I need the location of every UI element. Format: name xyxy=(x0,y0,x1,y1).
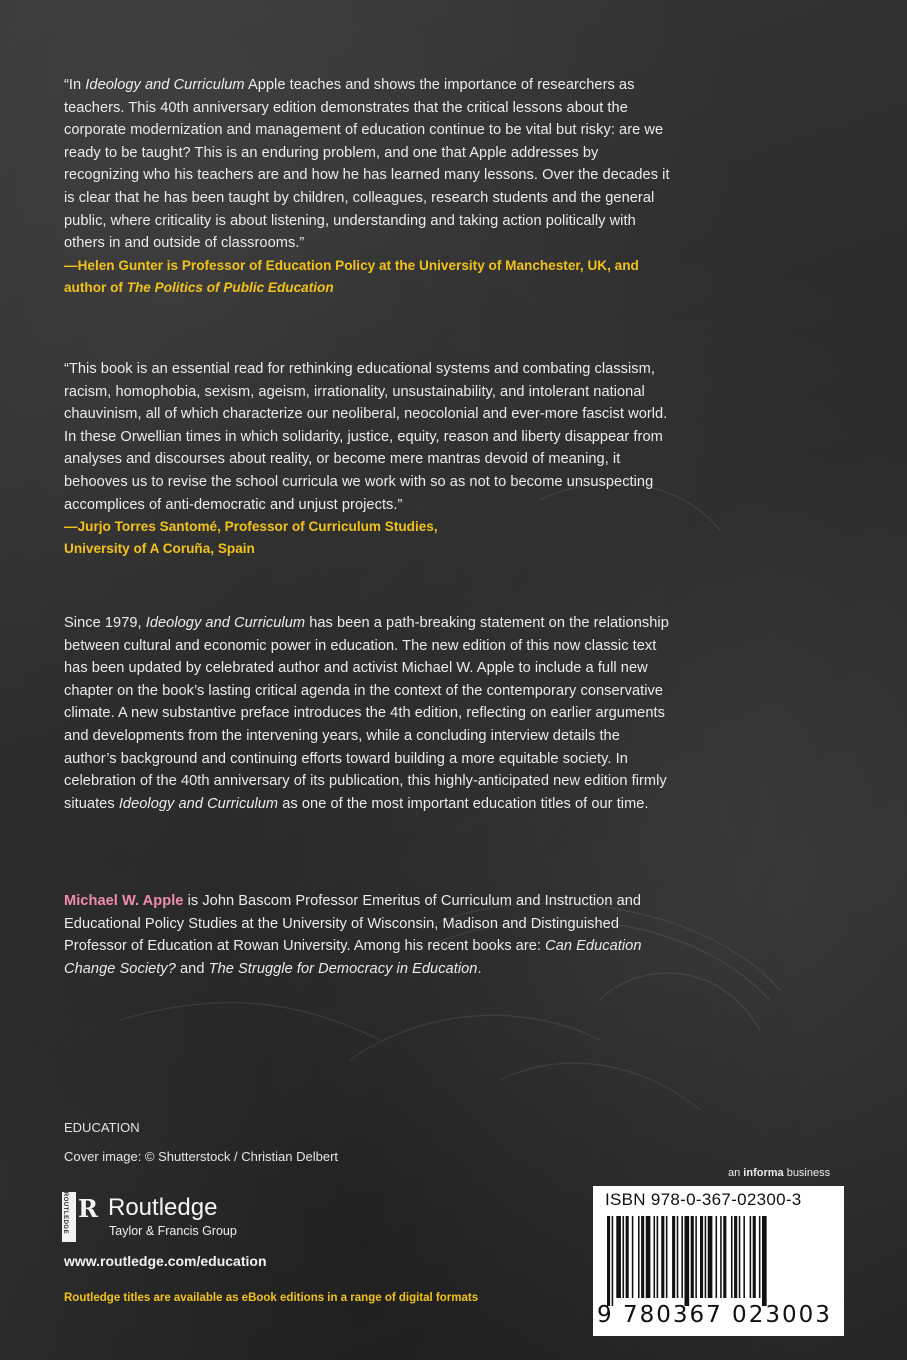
barcode-bar xyxy=(657,1216,659,1298)
quote-helen-gunter xyxy=(64,74,670,299)
publisher-group: Taylor & Francis Group xyxy=(109,1224,237,1238)
barcode-bar xyxy=(654,1216,656,1298)
routledge-logo-mark xyxy=(62,1192,76,1242)
publisher-url[interactable]: www.routledge.com/education xyxy=(64,1253,267,1269)
barcode-bar xyxy=(616,1216,621,1298)
quote-1-text xyxy=(64,74,670,255)
barcode-bar xyxy=(716,1216,718,1298)
barcode-bar xyxy=(672,1216,675,1298)
barcode-bar xyxy=(666,1216,668,1298)
cover-image-credit: Cover image: © Shutterstock / Christian Delbert xyxy=(64,1149,339,1164)
barcode-bar xyxy=(700,1216,703,1298)
informa-bold: informa xyxy=(743,1167,784,1179)
barcode-bar xyxy=(607,1216,610,1306)
barcode-bar xyxy=(705,1216,707,1298)
quote-1-attr-text: —Helen Gunter is Professor of Education Policy at the University of Manchester, UK, and author of xyxy=(64,257,639,295)
author-bio xyxy=(64,890,670,980)
informa-tagline xyxy=(728,1167,830,1179)
barcode-bar xyxy=(626,1216,629,1298)
description-title-2: Ideology and Curriculum xyxy=(118,795,279,812)
barcode-bar xyxy=(612,1216,614,1306)
quote-2-attribution-line-2: University of A Coruña, Spain xyxy=(64,541,255,557)
barcode-bar xyxy=(685,1216,690,1306)
barcode-bar xyxy=(695,1216,697,1298)
logo-vertical-text: ROUTLEDGE xyxy=(62,1191,69,1235)
barcode-bar xyxy=(641,1216,644,1298)
barcode-digits: 9 780367 023003 xyxy=(597,1302,832,1328)
barcode-bar xyxy=(753,1216,756,1298)
barcode-bar xyxy=(691,1216,694,1298)
barcode-bar xyxy=(623,1216,625,1298)
barcode-bar xyxy=(677,1216,679,1298)
informa-pre: an xyxy=(728,1167,744,1179)
barcode-bar xyxy=(632,1216,634,1298)
isbn-label: ISBN 978-0-367-02300-3 xyxy=(605,1190,802,1209)
quote-2-text: “This book is an essential read for rethinking educational systems and combating classism, racism, homophobia, sexism, ageism, irrationality, unsustainability, and intolerant national chauvinism, all of which characterize our neoliberal, neocolonial and ever-more fascist world. In these Orwellian times in which solidarity, justice, equity, reason and liberty disappear from analyses and discourses about reality, or become mere mantras devoid of meaning, it behooves us to revise the school curricula we work with so as not to become unsuspecting accomplices of anti-democratic and unjust projects.” xyxy=(64,361,668,513)
author-bio-text xyxy=(64,890,670,980)
author-book-1: Can Education Change Society? xyxy=(64,938,642,977)
barcode-bar xyxy=(750,1216,752,1298)
book-description xyxy=(64,612,670,815)
quote-1-attr-book: The Politics of Public Education xyxy=(126,279,334,295)
publisher-name: Routledge xyxy=(108,1194,218,1221)
ebook-note: Routledge titles are available as eBook editions in a range of digital formats xyxy=(64,1292,479,1304)
barcode-bar xyxy=(759,1216,761,1298)
quote-2-attribution-line-1: —Jurjo Torres Santomé, Professor of Curriculum Studies, xyxy=(64,519,438,535)
author-bio-and: and xyxy=(175,960,209,977)
author-bio-body: is John Bascom Professor Emeritus of Curriculum and Instruction and Educational Policy Studies at the University of Wisconsin, Madison and Distinguished Professor of Education at Rowan University. Among his recent books are: xyxy=(64,893,642,955)
quote-1-attribution xyxy=(64,255,670,299)
quote-1-book-title: Ideology and Curriculum xyxy=(85,77,245,93)
barcode-bar xyxy=(646,1216,651,1298)
barcode-bar xyxy=(638,1216,640,1298)
quote-1-open: “In xyxy=(64,77,86,93)
barcode-bar xyxy=(723,1216,726,1298)
author-bio-end: . xyxy=(477,960,482,977)
subject-category: EDUCATION xyxy=(64,1120,140,1135)
barcode-bar xyxy=(708,1216,713,1298)
description-mid: has been a path-breaking statement on the relationship between cultural and economic power in education. The new edition of this now classic text has been updated by celebrated author and activist Michael W. Apple to include a full new chapter on the book’s lasting critical agenda in the context of the contemporary conservative climate. A new substantive preface introduces the 4th edition, reflecting on earlier arguments and developments from the intervening years, while a concluding interview details the author’s background and continuing efforts toward building a more equitable society. In celebration of the 40th anniversary of its publication, this highly-anticipated new edition firmly situates xyxy=(64,615,669,812)
description-pre: Since 1979, xyxy=(64,615,146,631)
barcode-bar xyxy=(739,1216,741,1298)
author-book-2: The Struggle for Democracy in Education xyxy=(208,960,478,977)
barcode-bar xyxy=(743,1216,745,1298)
description-post: as one of the most important education titles of our time. xyxy=(278,795,649,812)
routledge-r-icon: R xyxy=(78,1194,98,1223)
barcode-bars xyxy=(607,1216,833,1306)
quote-1-body: Apple teaches and shows the importance of researchers as teachers. This 40th anniversary edition demonstrates that the critical lessons about the corporate modernization and management of education continue to be vital but risky: are we ready to be taught? This is an enduring problem, and one that Apple addresses by recognizing who his teachers are and how he has learned many lessons. Over the decades it is clear that he has been taught by children, colleagues, research students and the general public, where criticality is about listening, understanding and taking action politically with others in and outside of classrooms.” xyxy=(64,77,670,252)
quote-jurjo-torres xyxy=(64,358,670,560)
barcode-bar xyxy=(762,1216,767,1306)
barcode-bar xyxy=(720,1216,722,1298)
author-name: Michael W. Apple xyxy=(64,893,184,909)
informa-post: business xyxy=(783,1167,831,1179)
isbn-barcode xyxy=(593,1186,844,1336)
routledge-logo xyxy=(62,1192,262,1242)
barcode-bar xyxy=(661,1216,664,1298)
barcode-bar xyxy=(734,1216,737,1298)
description-title-1: Ideology and Curriculum xyxy=(145,615,306,631)
description-text xyxy=(64,612,670,815)
barcode-bar xyxy=(731,1216,733,1298)
barcode-bar xyxy=(681,1216,683,1298)
